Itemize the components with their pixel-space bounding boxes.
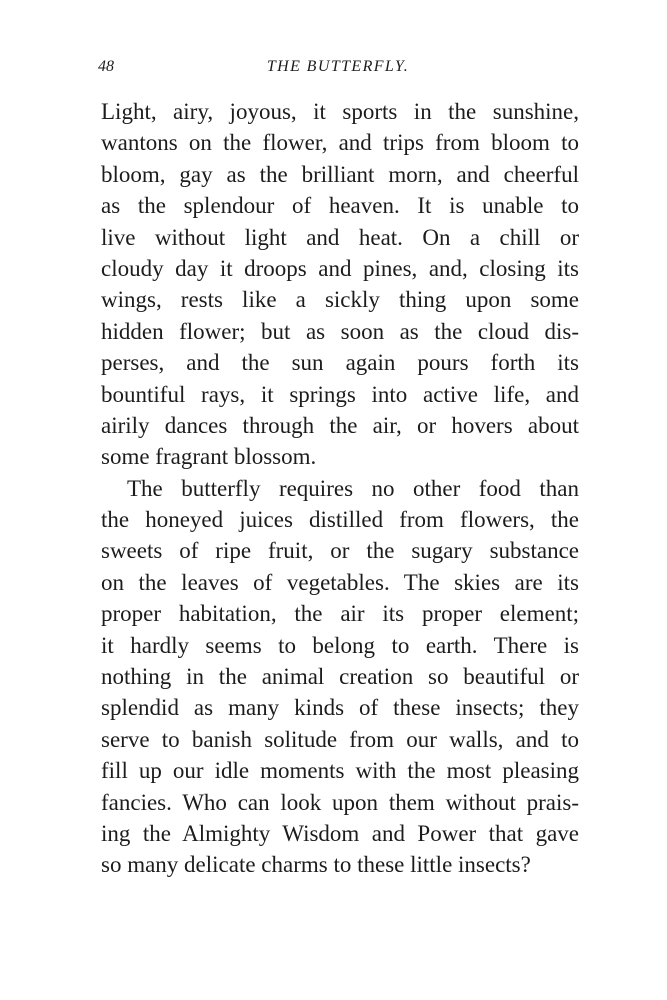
text-line: live without light and heat. On a chill or [101, 224, 579, 250]
text-line: cloudy day it droops and pines, and, closing its [101, 255, 579, 281]
text-line: hidden flower; but as soon as the cloud dis- [101, 318, 579, 344]
text-line: it hardly seems to belong to earth. There is [101, 632, 579, 658]
text-line: airily dances through the air, or hovers about [101, 412, 579, 438]
paragraph-2 [101, 473, 579, 881]
text-line: sweets of ripe fruit, or the sugary substance [101, 538, 579, 564]
text-line: serve to banish solitude from our walls, and to [101, 726, 579, 752]
text-line: perses, and the sun again pours forth its [101, 350, 579, 376]
text-line: the honeyed juices distilled from flowers, the [101, 507, 579, 533]
text-line: bloom, gay as the brilliant morn, and cheerful [101, 161, 579, 187]
text-line: wings, rests like a sickly thing upon some [101, 287, 579, 313]
text-line: bountiful rays, it springs into active life, and [101, 381, 579, 407]
text-line: some fragrant blossom. [101, 444, 317, 470]
text-line: fancies. Who can look upon them without prais- [101, 789, 579, 815]
text-line: on the leaves of vegetables. The skies are its [101, 569, 579, 595]
text-line: splendid as many kinds of these insects; they [101, 695, 579, 721]
page-number: 48 [98, 58, 114, 75]
text-line: wantons on the flower, and trips from bloom to [101, 130, 579, 156]
text-line: proper habitation, the air its proper element; [101, 601, 579, 627]
page-header [98, 58, 578, 82]
text-line: ing the Almighty Wisdom and Power that gave [101, 820, 579, 846]
text-line: The butterfly requires no other food than [127, 475, 579, 501]
text-line: fill up our idle moments with the most pleasing [101, 758, 579, 784]
running-title: THE BUTTERFLY. [266, 58, 410, 75]
text-line: so many delicate charms to these little insects? [101, 852, 531, 878]
body-text [101, 96, 579, 881]
text-line: nothing in the animal creation so beautiful or [101, 664, 579, 690]
text-line: Light, airy, joyous, it sports in the sunshine, [101, 99, 579, 124]
paragraph-1 [101, 96, 579, 473]
text-line: as the splendour of heaven. It is unable to [101, 193, 579, 219]
